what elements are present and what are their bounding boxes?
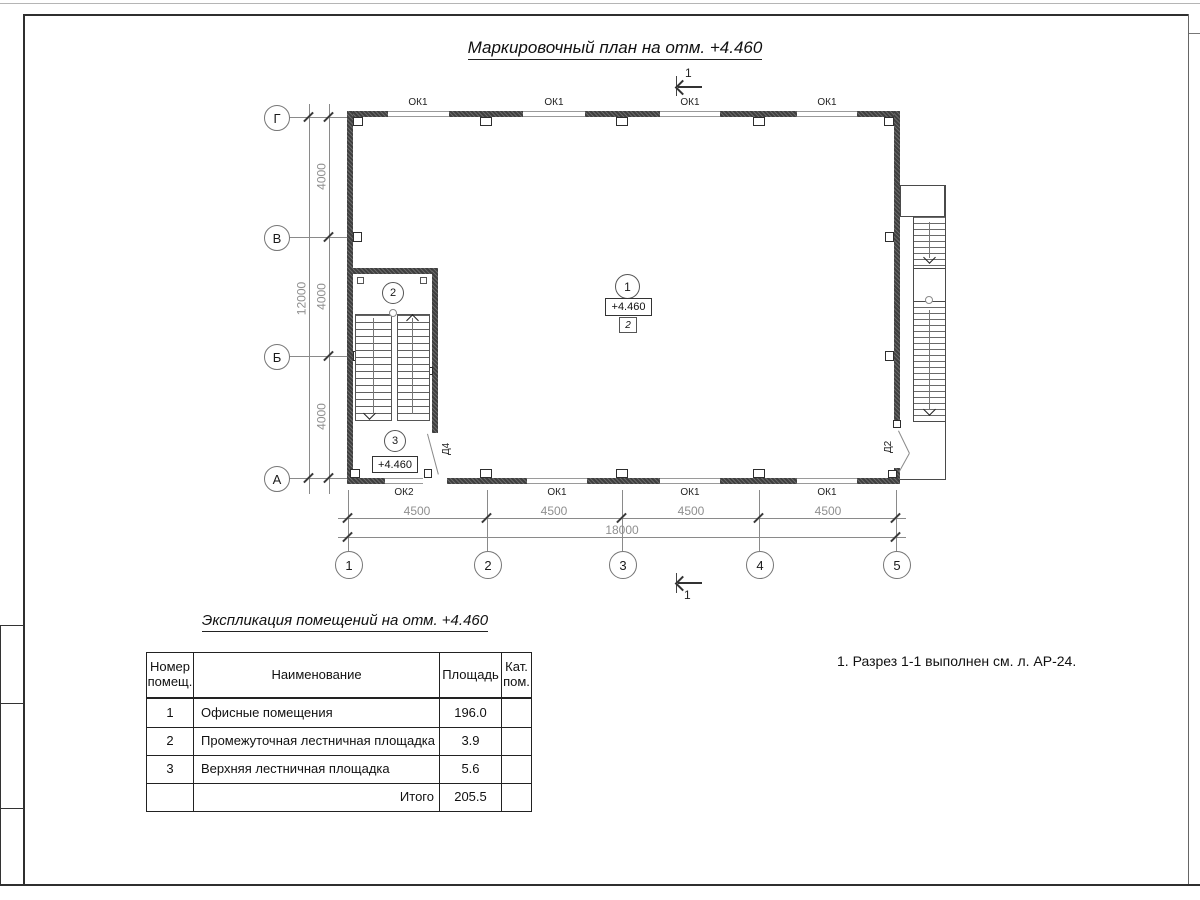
window-glazing [660, 478, 720, 484]
window-glazing [527, 478, 587, 484]
axis-leader [896, 490, 897, 551]
window-glazing [797, 111, 857, 117]
room-marker-3 [384, 430, 406, 452]
dim-text-4500: 4500 [814, 504, 842, 518]
plan-title [430, 38, 800, 58]
dim-text-4500: 4500 [403, 504, 431, 518]
table-cell-name: Офисные помещения [194, 699, 440, 728]
window-label: ОК1 [408, 97, 428, 108]
table-cell-num: 2 [147, 728, 194, 756]
room-schedule-table [146, 652, 532, 812]
dim-text-12000: 12000 [294, 281, 309, 316]
table-total-label: Итого [194, 784, 440, 811]
stair-flight-right [397, 314, 430, 421]
window-label: ОК1 [544, 97, 564, 108]
stair-enclosure-top-wall [353, 268, 437, 274]
axis-leader [288, 237, 347, 238]
table-cell-name: Промежуточная лестничная площадка [194, 728, 440, 756]
handrail-post-mark [925, 296, 933, 304]
pilaster [353, 232, 362, 242]
window-label: ОК1 [547, 487, 567, 498]
axis-letter: В [272, 230, 282, 246]
window-glazing [523, 111, 585, 117]
wall-segment [347, 478, 385, 484]
zone-tag: 2 [625, 319, 631, 331]
axis-number: 5 [893, 557, 901, 573]
frame-corner-line [1189, 33, 1200, 34]
window-label: ОК2 [394, 487, 414, 498]
axis-number: 1 [345, 557, 353, 573]
wall-right [894, 111, 900, 428]
room-number: 1 [624, 279, 631, 294]
section-number: 1 [684, 588, 691, 602]
sheet-top-edge [0, 3, 1200, 4]
table-cell-area: 3.9 [440, 728, 502, 756]
window-label: ОК1 [817, 97, 837, 108]
axis-leader [622, 490, 623, 551]
schedule-title [185, 612, 505, 629]
external-stair-landing-top [900, 185, 945, 217]
table-cell-cat [502, 699, 531, 728]
window-glazing [385, 478, 423, 484]
table-cell-cat [502, 784, 531, 811]
margin-strip-line [0, 808, 24, 809]
axis-letter: А [272, 471, 282, 487]
wall-segment [720, 478, 797, 484]
pilaster [753, 117, 765, 126]
frame-left-line [23, 14, 25, 886]
door-label: Д2 [883, 440, 894, 454]
external-stair-bottom-edge [900, 479, 946, 480]
stair-arrow-stem [373, 318, 374, 414]
axis-number: 2 [484, 557, 492, 573]
window-label: ОК1 [680, 487, 700, 498]
table-header-area: Площадь [440, 653, 502, 699]
corner-mark [420, 277, 427, 284]
elevation-box-room3 [372, 456, 418, 473]
room-number: 2 [389, 287, 397, 299]
table-cell-num: 1 [147, 699, 194, 728]
table-header-num: Номер помещ. [147, 653, 194, 699]
axis-number: 3 [619, 557, 627, 573]
axis-leader [288, 356, 347, 357]
door-leaf [898, 431, 910, 454]
pilaster [480, 469, 492, 478]
elevation-box-room1 [605, 298, 652, 316]
frame-bottom-line [0, 884, 1200, 886]
frame-right-line [1188, 14, 1189, 884]
section-arrowhead-icon [675, 80, 691, 96]
plan-title-text: Маркировочный план на отм. +4.460 [468, 38, 763, 60]
axis-bubble-col-4 [746, 551, 774, 579]
axis-leader [288, 478, 347, 479]
axis-bubble-row-v [264, 225, 290, 251]
axis-bubble-col-2 [474, 551, 502, 579]
dim-line-horizontal-overall [338, 537, 906, 538]
external-stair-right-edge [945, 185, 946, 480]
wall-segment [857, 478, 900, 484]
axis-letter: Б [272, 349, 282, 365]
pilaster [753, 469, 765, 478]
door-jamb [888, 470, 897, 478]
dim-text-4500: 4500 [677, 504, 705, 518]
dim-text-4000: 4000 [314, 283, 329, 310]
elevation-value: +4.460 [611, 301, 646, 313]
note-text: 1. Разрез 1-1 выполнен см. л. АР-24. [837, 653, 1077, 669]
margin-strip-line [0, 625, 24, 626]
window-label: ОК1 [680, 97, 700, 108]
dim-line-vertical-segments [329, 104, 330, 494]
pilaster [616, 117, 628, 126]
corner-mark [357, 277, 364, 284]
pilaster [616, 469, 628, 478]
table-cell-area: 196.0 [440, 699, 502, 728]
margin-strip-line [0, 703, 24, 704]
axis-leader [487, 490, 488, 551]
table-cell-cat [502, 756, 531, 784]
door-jamb [424, 469, 432, 478]
window-glazing [797, 478, 857, 484]
room-number: 3 [391, 435, 399, 447]
table-total-value: 205.5 [440, 784, 502, 811]
window-label: ОК1 [817, 487, 837, 498]
pilaster [480, 117, 492, 126]
table-cell-area: 5.6 [440, 756, 502, 784]
pilaster [350, 469, 360, 478]
handrail-post-mark [389, 309, 397, 317]
pilaster [885, 232, 894, 242]
axis-bubble-row-g [264, 105, 290, 131]
room-marker-2 [382, 282, 404, 304]
table-cell-num: 3 [147, 756, 194, 784]
pilaster [885, 351, 894, 361]
dim-text-4000: 4000 [314, 403, 329, 430]
elevation-value: +4.460 [378, 458, 412, 471]
pilaster [884, 117, 894, 126]
axis-bubble-row-a [264, 466, 290, 492]
axis-leader [759, 490, 760, 551]
schedule-title-text: Экспликация помещений на отм. +4.460 [202, 612, 488, 632]
axis-bubble-col-5 [883, 551, 911, 579]
stair-enclosure-right-wall [432, 268, 438, 433]
stair-arrow-stem [412, 318, 413, 414]
window-glazing [660, 111, 720, 117]
axis-bubble-col-1 [335, 551, 363, 579]
door-label: Д4 [441, 442, 452, 456]
wall-segment [447, 478, 527, 484]
section-number: 1 [685, 66, 692, 80]
window-glazing [388, 111, 449, 117]
pilaster [353, 117, 363, 126]
table-header-name: Наименование [194, 653, 440, 699]
room-marker-1 [615, 274, 640, 299]
stair-arrow-stem [929, 310, 930, 410]
table-cell-name: Верхняя лестничная площадка [194, 756, 440, 784]
table-cell-cat [502, 728, 531, 756]
axis-bubble-row-b [264, 344, 290, 370]
zone-tag-box [619, 317, 637, 333]
axis-letter: Г [273, 110, 281, 126]
axis-number: 4 [756, 557, 764, 573]
axis-bubble-col-3 [609, 551, 637, 579]
frame-top-line [23, 14, 1189, 16]
door-jamb [893, 420, 901, 428]
door-leaf [899, 453, 910, 472]
dim-text-4000: 4000 [314, 163, 329, 190]
axis-leader [348, 490, 349, 551]
table-header-cat: Кат. пом. [502, 653, 531, 699]
dim-text-18000: 18000 [605, 523, 639, 537]
wall-segment [587, 478, 660, 484]
axis-leader [288, 117, 347, 118]
table-cell-total-spacer [147, 784, 194, 811]
dim-text-4500: 4500 [540, 504, 568, 518]
margin-strip-edge [0, 625, 1, 884]
dim-line-vertical-overall [309, 104, 310, 494]
wall-left [347, 111, 353, 484]
